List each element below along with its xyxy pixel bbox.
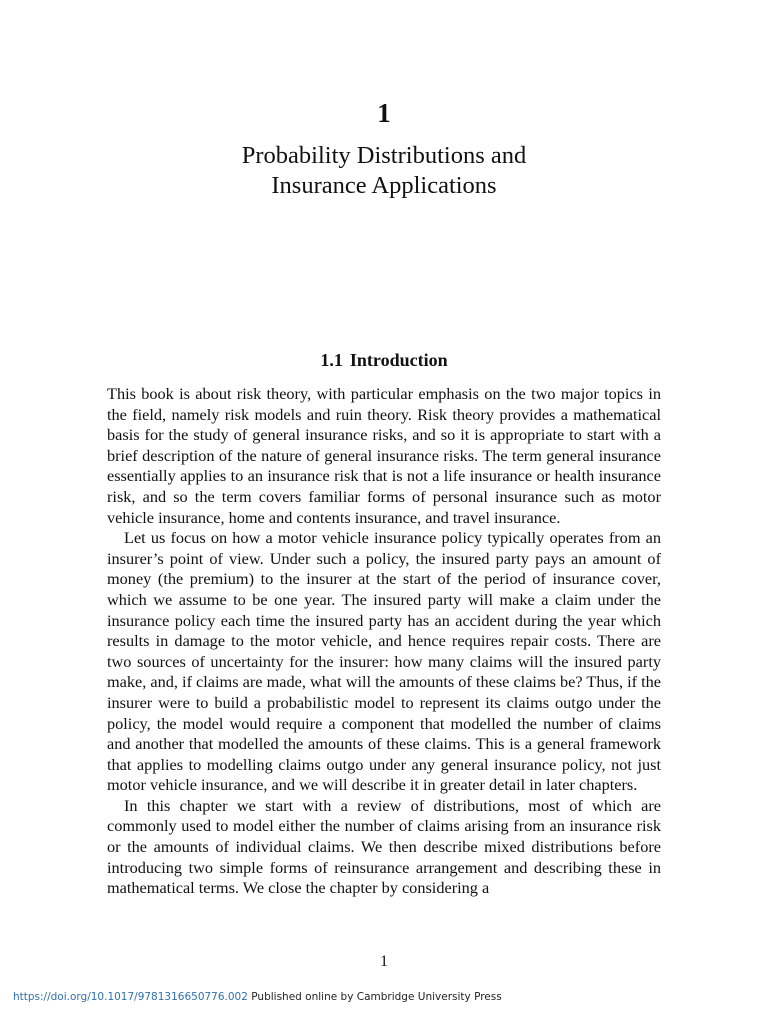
footer-note [13,990,502,1004]
chapter-title-line-1: Probability Distributions and [241,142,527,169]
paragraph-3: In this chapter we start with a review of distributions, most of which are commonly used to model either the number of claims arising from an insurance risk or the amounts of individual claims. We then describe mixed distributions before introducing two simple forms of reinsurance arrangement and describing these in mathematical terms. We close the chapter by considering a [107,795,661,898]
body-text [107,384,661,899]
chapter-title [0,141,768,201]
chapter-number: 1 [377,98,391,128]
section-number: 1.1 [320,350,343,370]
paragraph-2: Let us focus on how a motor vehicle insurance policy typically operates from an insurer’s point of view. Under such a policy, the insured party pays an amount of money (the premium) to the insurer at the start of the period of insurance cover, which we assume to be one year. The insured party will make a claim under the insurance policy each time the insured party has an accident during the year which results in damage to the motor vehicle, and hence requires repair costs. There are two sources of uncertainty for the insurer: how many claims will the insured party make, and, if claims are made, what will the amounts of these claims be? Thus, if the insurer were to build a probabilistic model to represent its claims outgo under the policy, the model would require a component that modelled the number of claims and another that modelled the amounts of these claims. This is a general framework that applies to modelling claims outgo under any general insurance policy, not just motor vehicle insurance, and we will describe it in greater detail in later chapters. [107,528,661,795]
section-title: Introduction [349,350,448,370]
doi-link[interactable]: https://doi.org/10.1017/9781316650776.002 [13,991,248,1003]
paragraph-1: This book is about risk theory, with particular emphasis on the two major topics in the field, namely risk models and ruin theory. Risk theory provides a mathematical basis for the study of general insurance risks, and so it is appropriate to start with a brief description of the nature of general insurance risks. The term general insurance essentially applies to an insurance risk that is not a life insurance or health insurance risk, and so the term covers familiar forms of personal insurance such as motor vehicle insurance, home and contents insurance, and travel insurance. [107,384,661,527]
section-heading [0,347,768,373]
page-number: 1 [380,953,388,970]
publisher-note: Published online by Cambridge University Press [251,991,502,1003]
chapter-title-line-2: Insurance Applications [271,172,497,199]
